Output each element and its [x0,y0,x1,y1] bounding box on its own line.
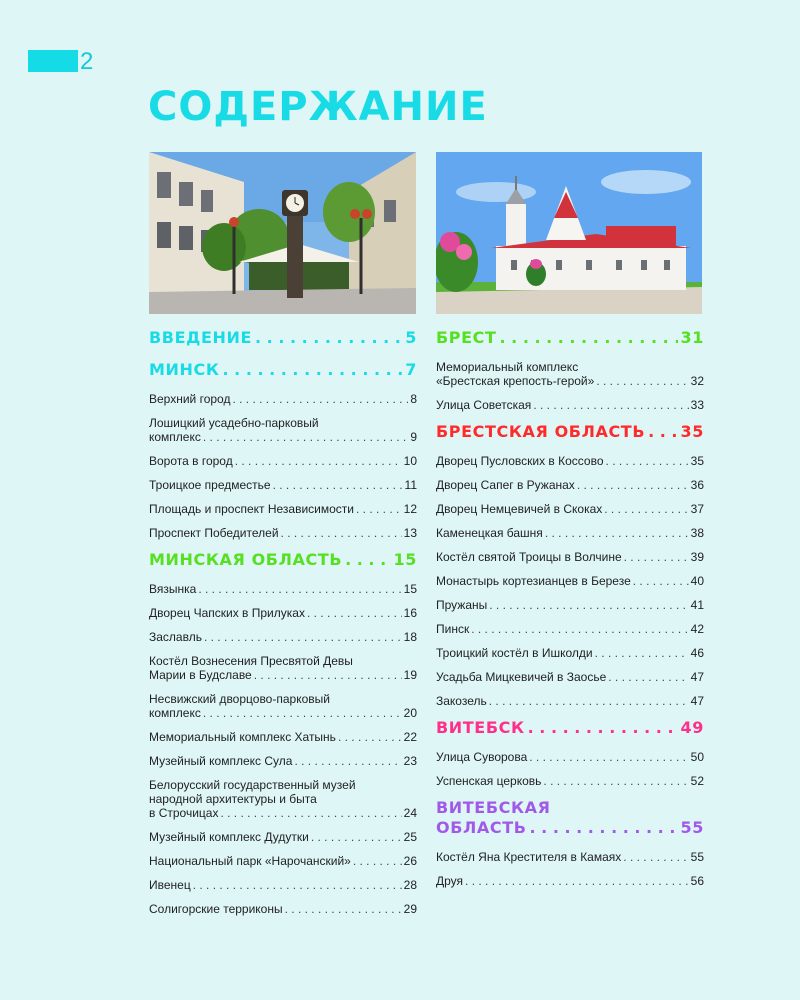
toc-entry-page: 18 [403,630,417,644]
toc-entry[interactable] [149,854,417,868]
toc-entry[interactable] [436,750,704,764]
toc-entry-label: Улица Советская [436,398,532,412]
leader-dots [285,902,402,916]
section-vitebsk-region-label-line1: ВИТЕБСКАЯ [436,798,551,817]
toc-entry[interactable] [149,478,417,492]
toc-entry-page: 56 [690,874,704,888]
toc-entry[interactable] [149,630,417,644]
toc-entry-page: 22 [403,730,417,744]
section-intro-label: ВВЕДЕНИЕ [149,328,253,347]
section-vitebsk[interactable] [436,718,704,738]
toc-entry-page: 15 [403,582,417,596]
leader-dots [596,374,688,388]
toc-entry-label: Площадь и проспект Независимости [149,502,354,516]
leader-dots [623,850,688,864]
leader-dots [232,392,408,406]
section-brest-region-page: 35 [680,422,704,441]
leader-dots [608,670,688,684]
toc-entry-label: Ворота в город [149,454,233,468]
toc-entry-label: Музейный комплекс Дудутки [149,830,309,844]
toc-entry-label: Пружаны [436,598,488,612]
brest-entries [436,360,704,412]
brest-region-entries [436,454,704,708]
section-brest-label: БРЕСТ [436,328,497,347]
toc-left-column [149,326,417,926]
leader-dots [530,818,678,838]
toc-entry[interactable] [149,754,417,768]
toc-entry-page: 41 [690,598,704,612]
section-minsk[interactable] [149,360,417,380]
toc-entry-label: Монастырь кортезианцев в Березе [436,574,631,588]
toc-entry[interactable] [436,360,704,388]
toc-entry[interactable] [436,574,704,588]
toc-entry[interactable] [149,830,417,844]
toc-entry-page: 55 [690,850,704,864]
toc-entry-page: 11 [404,478,417,492]
toc-entry[interactable] [149,606,417,620]
toc-entry-label: Ивенец [149,878,191,892]
toc-entry-page: 40 [690,574,704,588]
toc-entry-label: Дворец Пусловских в Коссово [436,454,604,468]
toc-entry[interactable] [149,526,417,540]
toc-entry-page: 33 [690,398,704,412]
toc-entry-label: Солигорские терриконы [149,902,283,916]
toc-right-column [436,326,704,898]
toc-entry-label: Мемориальный комплекс Хатынь [149,730,336,744]
toc-entry[interactable] [436,550,704,564]
toc-entry-page: 13 [403,526,417,540]
toc-entry[interactable] [436,774,704,788]
toc-entry-page: 23 [403,754,417,768]
toc-entry-page: 25 [403,830,417,844]
leader-dots [203,430,408,444]
leader-dots [465,874,689,888]
toc-entry[interactable] [149,454,417,468]
toc-entry-page: 20 [403,706,417,720]
leader-dots [338,730,402,744]
toc-entry-label-line: Мемориальный комплекс [436,360,579,374]
toc-entry-label: Усадьба Мицкевичей в Заосье [436,670,607,684]
toc-entry-label-line: Лошицкий усадебно-парковый [149,416,319,430]
leader-dots [529,750,688,764]
toc-entry-page: 47 [690,670,704,684]
toc-entry[interactable] [149,878,417,892]
toc-entry[interactable] [436,398,704,412]
toc-entry-label-line: Белорусский государственный музей [149,778,356,792]
leader-dots [595,646,689,660]
toc-entry-label: Друя [436,874,464,888]
toc-entry-page: 47 [690,694,704,708]
toc-entry-page: 16 [403,606,417,620]
toc-entry[interactable] [436,694,704,708]
page-number: 2 [80,48,94,75]
toc-entry-label: Марии в Будславе [149,668,252,682]
leader-dots [624,550,689,564]
vitebsk-region-entries [436,850,704,888]
toc-entry-page: 46 [690,646,704,660]
toc-entry[interactable] [436,670,704,684]
section-vitebsk-label: ВИТЕБСК [436,718,525,737]
toc-entry-label: Успенская церковь [436,774,542,788]
leader-dots [294,754,401,768]
leader-dots [500,328,678,348]
section-minsk-region-page: 15 [393,550,417,569]
toc-entry-label: Заславль [149,630,202,644]
toc-entry[interactable] [149,502,417,516]
toc-entry[interactable] [149,392,417,406]
leader-dots [204,630,402,644]
toc-entry[interactable] [436,622,704,636]
toc-entry[interactable] [436,874,704,888]
leader-dots [254,668,402,682]
minsk-region-entries [149,582,417,916]
leader-dots [198,582,401,596]
toc-entry-label: в Строчицах [149,806,219,820]
section-minsk-region-label: МИНСКАЯ ОБЛАСТЬ [149,550,343,569]
toc-entry-label: Дворец Немцевичей в Скоках [436,502,603,516]
leader-dots [193,878,402,892]
leader-dots [648,422,677,442]
toc-entry[interactable] [149,416,417,444]
section-intro-page: 5 [405,328,417,347]
section-minsk-region[interactable] [149,550,417,570]
toc-entry-page: 29 [403,902,417,916]
toc-entry[interactable] [436,478,704,492]
toc-entry-page: 10 [403,454,417,468]
toc-entry-page: 52 [690,774,704,788]
leader-dots [220,806,401,820]
toc-entry-label: комплекс [149,706,201,720]
leader-dots [353,854,402,868]
section-vitebsk-region-label-line2: ОБЛАСТЬ [436,818,527,837]
leader-dots [223,360,403,380]
leader-dots [235,454,402,468]
toc-entry[interactable] [149,654,417,682]
toc-entry-label-line: народной архитектуры и быта [149,792,317,806]
section-vitebsk-region[interactable] [436,798,704,838]
page-tab-marker [28,50,78,72]
white-monastery-photo [436,152,702,314]
toc-entry-label: Дворец Чапских в Прилуках [149,606,305,620]
toc-entry-label: Троицкое предместье [149,478,271,492]
leader-dots [489,694,689,708]
toc-entry[interactable] [149,902,417,916]
section-minsk-page: 7 [405,360,417,379]
section-minsk-label: МИНСК [149,360,220,379]
toc-entry[interactable] [149,730,417,744]
toc-entry-label: Костёл святой Троицы в Волчине [436,550,622,564]
toc-entry-label: комплекс [149,430,201,444]
toc-entry-page: 42 [690,622,704,636]
toc-entry-page: 39 [690,550,704,564]
section-intro[interactable] [149,328,417,348]
toc-entry-label: Костёл Яна Крестителя в Камаях [436,850,622,864]
leader-dots [606,454,689,468]
toc-entry-page: 8 [410,392,417,406]
section-brest[interactable] [436,328,704,348]
leader-dots [273,478,403,492]
toc-entry-label: Каменецкая башня [436,526,543,540]
toc-entry-page: 9 [410,430,417,444]
toc-entry-label: Верхний город [149,392,231,406]
vitebsk-entries [436,750,704,788]
toc-entry-label: Закозель [436,694,487,708]
toc-entry-label: Улица Суворова [436,750,528,764]
toc-entry[interactable] [149,582,417,596]
toc-entry-label: Проспект Победителей [149,526,279,540]
leader-dots [255,328,402,348]
toc-entry[interactable] [436,598,704,612]
section-brest-page: 31 [680,328,704,347]
leader-dots [356,502,402,516]
toc-entry[interactable] [436,502,704,516]
toc-entry-label: Дворец Сапег в Ружанах [436,478,575,492]
toc-entry-label: Национальный парк «Нарочанский» [149,854,351,868]
toc-entry-label: Вязынка [149,582,197,596]
toc-entry-page: 38 [690,526,704,540]
section-vitebsk-page: 49 [680,718,704,737]
leader-dots [307,606,402,620]
toc-entry-label: «Брестская крепость-герой» [436,374,595,388]
toc-entry-page: 50 [690,750,704,764]
toc-entry-page: 19 [403,668,417,682]
toc-entry-page: 28 [403,878,417,892]
leader-dots [543,774,688,788]
leader-dots [311,830,402,844]
leader-dots [604,502,688,516]
toc-entry-page: 32 [690,374,704,388]
leader-dots [471,622,688,636]
section-brest-region-label: БРЕСТСКАЯ ОБЛАСТЬ [436,422,646,441]
toc-entry-label: Троицкий костёл в Ишколди [436,646,593,660]
page-title: СОДЕРЖАНИЕ [148,84,488,130]
toc-entry-label: Музейный комплекс Сула [149,754,293,768]
toc-entry-page: 24 [403,806,417,820]
toc-entry[interactable] [436,646,704,660]
leader-dots [281,526,402,540]
toc-entry[interactable] [149,692,417,720]
leader-dots [545,526,689,540]
leader-dots [533,398,688,412]
leader-dots [345,550,390,570]
toc-entry-page: 37 [690,502,704,516]
leader-dots [577,478,689,492]
leader-dots [528,718,678,738]
toc-entry-page: 36 [690,478,704,492]
toc-entry-page: 12 [403,502,417,516]
toc-entry[interactable] [436,526,704,540]
toc-entry-label-line: Несвижский дворцово-парковый [149,692,330,706]
toc-entry[interactable] [436,850,704,864]
toc-entry[interactable] [149,778,417,820]
toc-entry[interactable] [436,454,704,468]
leader-dots [489,598,688,612]
toc-entry-page: 26 [403,854,417,868]
section-vitebsk-region-page: 55 [680,818,704,837]
section-brest-region[interactable] [436,422,704,442]
minsk-street-photo [149,152,416,314]
leader-dots [203,706,402,720]
minsk-entries [149,392,417,540]
toc-entry-label: Пинск [436,622,470,636]
toc-entry-label-line: Костёл Вознесения Пресвятой Девы [149,654,353,668]
toc-entry-page: 35 [690,454,704,468]
leader-dots [633,574,689,588]
